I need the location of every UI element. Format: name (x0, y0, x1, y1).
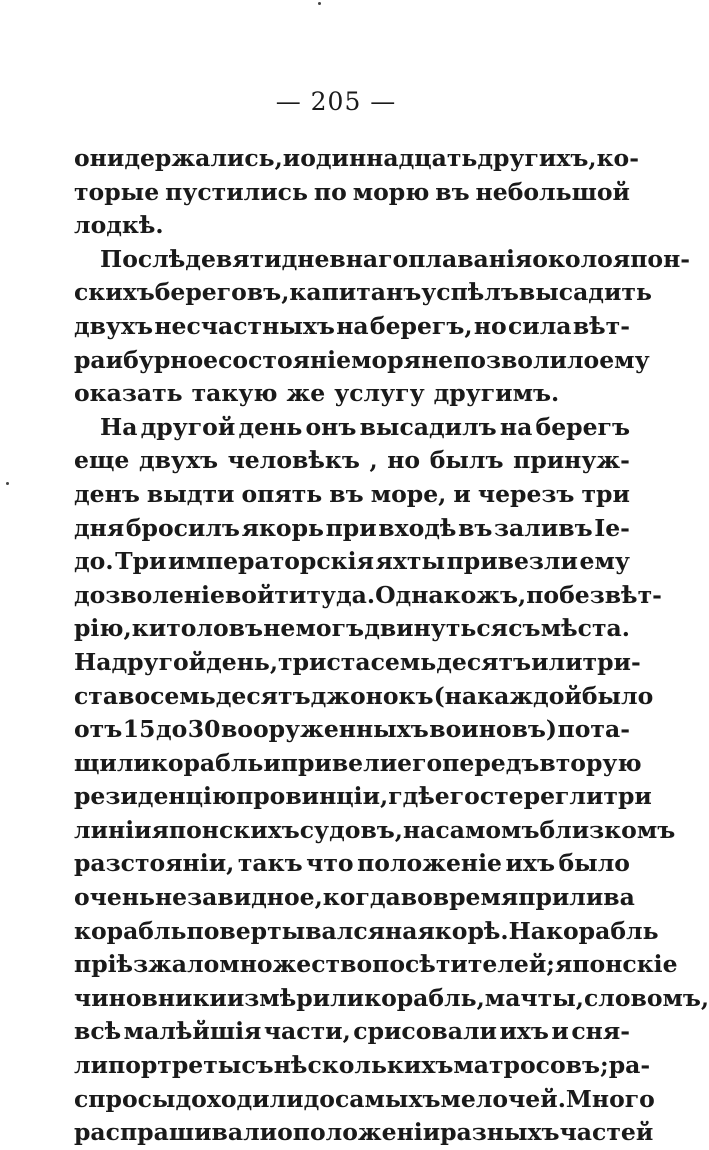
text-line: разстояніи, такъ что положеніе ихъ было (74, 849, 630, 878)
text-line: ли портреты съ нѣсколькихъ матросовъ; ра- (74, 1051, 651, 1080)
ink-speck-top (318, 2, 321, 5)
text-line: спросы доходили до самыхъ мелочей. Много (74, 1084, 655, 1113)
text-line: На другой день, триста семьдесятъ или три- (74, 647, 641, 676)
ink-speck-margin (6, 482, 9, 485)
text-line: всѣ малѣйшія части, срисовали ихъ и сня- (74, 1017, 630, 1046)
text-line: пріѣзжало множество посѣтителей; японскіе (74, 950, 678, 979)
text-line: очень незавидное, когда во время прилива (74, 883, 635, 912)
text-line: ста восемьдесятъ джонокъ (на каждой было (74, 681, 654, 710)
text-line: еще двухъ человѣкъ , но былъ принуж- (74, 446, 630, 475)
text-line: до. Три императорскія яхты привезли ему (74, 547, 630, 576)
text-line: чиновники измѣрили корабль, мачты, словомъ, (74, 983, 709, 1012)
text-line: отъ 15 до 30 вооруженныхъ воиновъ) пота- (74, 715, 630, 744)
text-line: распрашивали о положеніи разныхъ частей (74, 1118, 654, 1147)
body-text (74, 142, 709, 1150)
text-line: Послѣ девятидневнаго плаванія около япон- (100, 244, 691, 273)
text-line: корабль повертывался на якорѣ. На корабль (74, 916, 659, 945)
text-line: рію, китоловъ не могъ двинуться съ мѣста. (74, 614, 630, 643)
text-line: торые пустились по морю въ небольшой (74, 177, 630, 206)
text-line: они держались, и одиннадцать другихъ, ко- (74, 144, 639, 172)
text-line: линіи японскихъ судовъ, на самомъ близкомъ (74, 815, 676, 844)
text-line: ра и бурное состояніе моря не позволило ему (74, 345, 650, 374)
page-number: — 205 — (275, 87, 397, 116)
text-line: оказать такую же услугу другимъ. (74, 379, 560, 408)
text-line: лодкѣ. (74, 211, 164, 240)
text-line: На другой день онъ высадилъ на берегъ (100, 412, 630, 441)
text-line: щили корабль и привели его передъ вторую (74, 748, 642, 777)
text-line: денъ выдти опять въ море, и черезъ три (74, 479, 630, 508)
text-line: резиденцію провинціи, гдѣ его стерегли три (74, 782, 652, 811)
text-line: скихъ береговъ, капитанъ успѣлъ высадить (74, 278, 652, 307)
text-line: дня бросилъ якорь при входѣ въ заливъ Іе- (74, 513, 630, 542)
text-line: двухъ несчастныхъ на берегъ, но сила вѣт- (74, 311, 630, 340)
text-line: дозволеніе войти туда. Однакожъ, по безвѣт- (74, 580, 662, 609)
